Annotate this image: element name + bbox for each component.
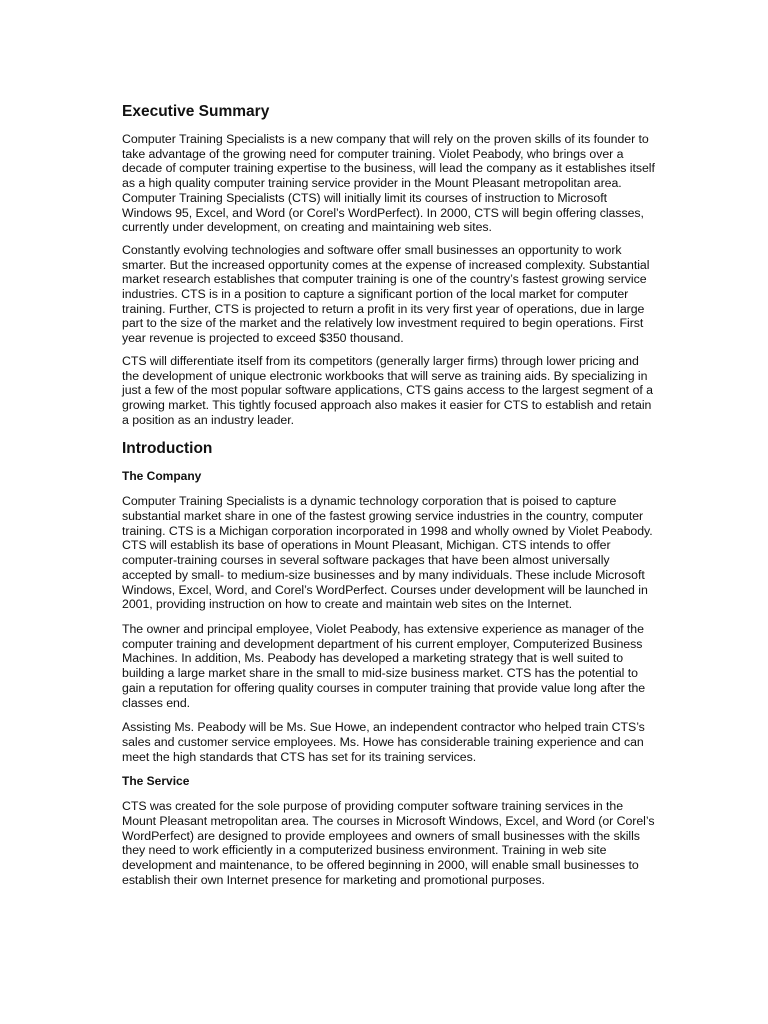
the-company-heading: The Company <box>122 469 202 484</box>
executive-summary-paragraph-2: Constantly evolving technologies and software offer small businesses an opportunity to work smarter. But the increased opportunity comes at the expense of increased complexity. Substantial market research establishes that computer training is one of the country’s fastest growing service industries. CTS is in a position to capture a significant portion of the local market for computer training. Further, CTS is projected to return a profit in its very first year of operations, due in large part to the size of the market and the relatively low investment required to begin operations. First year revenue is projected to exceed $350 thousand. <box>122 242 650 346</box>
company-paragraph-1: Computer Training Specialists is a dynamic technology corporation that is poised to capture substantial market share in one of the fastest growing service industries in the country, computer training. CTS is a Michigan corporation incorporated in 1998 and wholly owned by Violet Peabody. CTS will establish its base of operations in Mount Pleasant, Michigan. CTS intends to offer computer-training courses in several software packages that have been almost universally accepted by small- to medium-size businesses and by many individuals. These include Microsoft Windows, Excel, Word, and Corel’s WordPerfect. Courses under development will be launched in 2001, providing instruction on how to create and maintain web sites on the Internet. <box>122 494 653 612</box>
service-paragraph-1: CTS was created for the sole purpose of providing computer software training services in the Mount Pleasant metropolitan area. The courses in Microsoft Windows, Excel, and Word (or Corel’s WordPerfect) are designed to provide employees and owners of small businesses with the skills they need to work efficiently in a computerized business environment. Training in web site development and maintenance, to be offered beginning in 2000, will enable small businesses to establish their own Internet presence for marketing and promotional purposes. <box>122 799 655 887</box>
the-service-heading: The Service <box>122 774 190 789</box>
introduction-heading: Introduction <box>122 440 213 458</box>
document-page <box>122 102 657 896</box>
executive-summary-paragraph-1: Computer Training Specialists is a new company that will rely on the proven skills of its founder to take advantage of the growing need for computer training. Violet Peabody, who brings over a decade of computer training expertise to the business, will lead the company as it establishes itself as a high quality computer training service provider in the Mount Pleasant metropolitan area. Computer Training Specialists (CTS) will initially limit its courses of instruction to Microsoft Windows 95, Excel, and Word (or Corel’s WordPerfect). In 2000, CTS will begin offering classes, currently under development, on creating and maintaining web sites. <box>122 132 655 235</box>
company-paragraph-3: Assisting Ms. Peabody will be Ms. Sue Howe, an independent contractor who helped train CTS’s sales and customer service employees. Ms. Howe has considerable training experience and can meet the high standards that CTS has set for its training services. <box>122 720 645 764</box>
executive-summary-heading: Executive Summary <box>122 103 270 120</box>
executive-summary-paragraph-3: CTS will differentiate itself from its competitors (generally larger firms) through lower pricing and the development of unique electronic workbooks that will serve as training aids. By specializing in just a few of the most popular software applications, CTS gains access to the largest segment of a growing market. This tightly focused approach also makes it easier for CTS to establish and retain a position as an industry leader. <box>122 353 653 427</box>
company-paragraph-2: The owner and principal employee, Violet Peabody, has extensive experience as manager of the computer training and development department of his current employer, Computerized Business Machines. In addition, Ms. Peabody has developed a marketing strategy that is well suited to building a large market share in the small to mid-size business market. CTS has the potential to gain a reputation for offering quality courses in computer training that provide value long after the classes end. <box>122 621 646 710</box>
